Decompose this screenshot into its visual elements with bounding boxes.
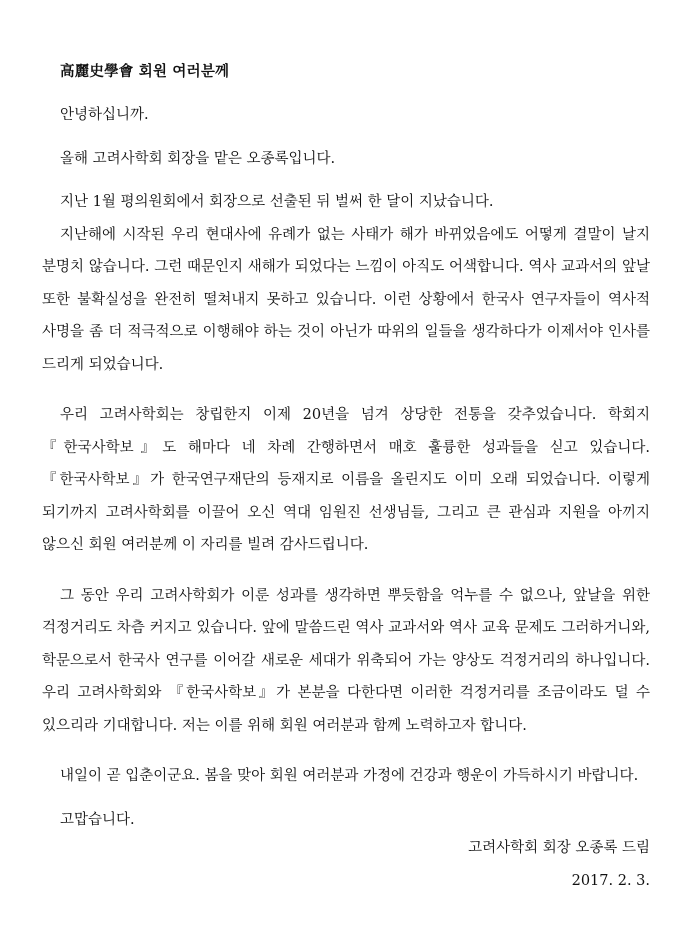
letter-body xyxy=(42,56,650,836)
paragraph-2: 우리 고려사학회는 창립한지 이제 20년을 넘겨 상당한 전통을 갖추었습니다. 학회지 『한국사학보』도 해마다 네 차례 간행하면서 매호 훌륭한 성과들을 싣고 있습니다. 『한국사학보』가 한국연구재단의 등재지로 이름을 올린지도 이미 오래 되었습니다. 이렇게 되기까지 고려사학회를 이끌어 오신 역대 임원진 선생님들, 그리고 큰 관심과 지원을 아끼지 않으신 회원 여러분께 이 자리를 빌려 감사드립니다. xyxy=(42,407,650,553)
paragraph-4: 내일이 곧 입춘이군요. 봄을 맞아 회원 여러분과 가정에 건강과 행운이 가득하시기 바랍니다. xyxy=(60,768,639,784)
letter-date: 2017. 2. 3. xyxy=(571,872,650,889)
letter-title: 高麗史學會 회원 여러분께 xyxy=(60,63,230,80)
signature-line: 고려사학회 회장 오종록 드림 xyxy=(468,840,650,856)
paragraph-1-first-line: 지난 1월 평의원회에서 회장으로 선출된 뒤 벌써 한 달이 지났습니다. xyxy=(60,194,494,210)
closing-line: 고맙습니다. xyxy=(60,811,135,828)
paragraph-1: 지난해에 시작된 우리 현대사에 유례가 없는 사태가 해가 바뀌었음에도 어떻게 결말이 날지 분명치 않습니다. 그런 때문인지 새해가 되었다는 느낌이 아직도 어색합니다. 역사 교과서의 앞날 또한 불확실성을 완전히 떨쳐내지 못하고 있습니다. 이런 상황에서 한국사 연구자들이 역사적 사명을 좀 더 적극적으로 이행해야 하는 것이 아닌가 따위의 일들을 생각하다가 이제서야 인사를 드리게 되었습니다. xyxy=(42,226,650,373)
paragraph-3: 그 동안 우리 고려사학회가 이룬 성과를 생각하면 뿌듯함을 억누를 수 없으나, 앞날을 위한 걱정거리도 차츰 커지고 있습니다. 앞에 말씀드린 역사 교과서와 역사 교육 문제도 그러하거니와, 학문으로서 한국사 연구를 이어갈 새로운 세대가 위축되어 가는 양상도 걱정거리의 하나입니다. 우리 고려사학회와 『한국사학보』가 본분을 다한다면 이러한 걱정거리를 조금이라도 덜 수 있으리라 기대합니다. 저는 이를 위해 회원 여러분과 함께 노력하고자 합니다. xyxy=(42,587,650,734)
greeting: 안녕하십니까. xyxy=(60,107,149,123)
signature-block xyxy=(468,832,650,897)
intro-line: 올해 고려사학회 회장을 맡은 오종록입니다. xyxy=(60,150,336,167)
